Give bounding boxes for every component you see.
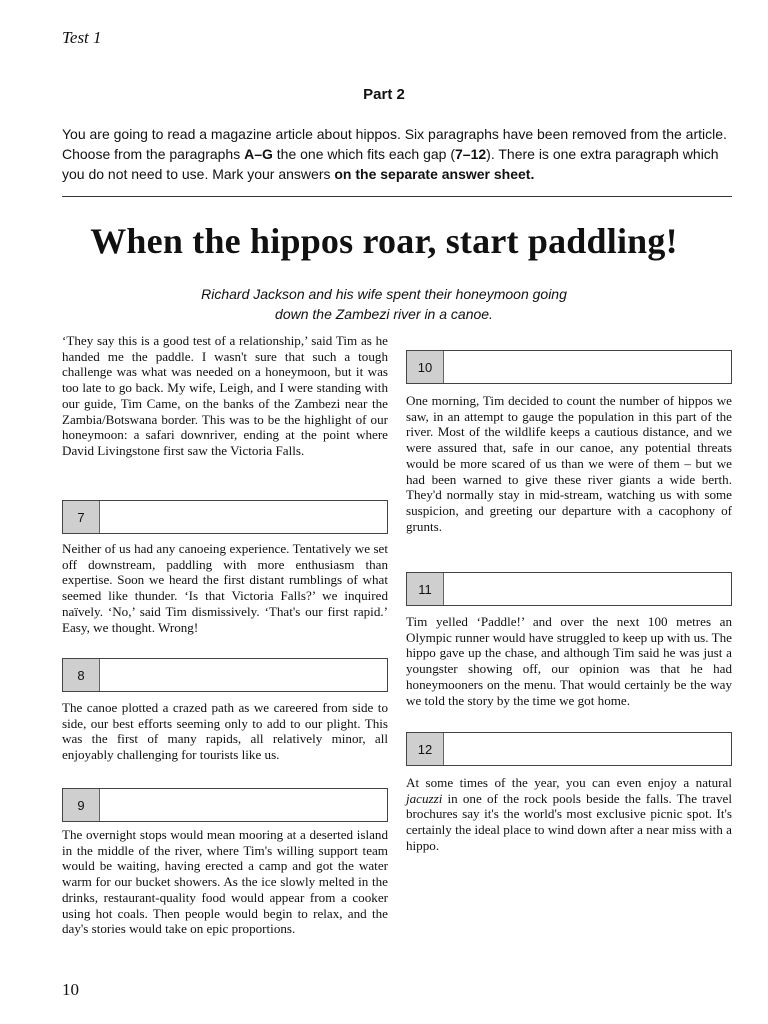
paragraph-2: Neither of us had any canoeing experience. Tentatively we set off downstream, paddling with more enthusiasm than expertise. Soon we heard the first distant rumblings of what seemed like thunder. ‘Is that Victoria Falls?’ we inquired naïvely. ‘No,’ said Tim dismissively. ‘That's our first rapid.’ Easy, we thought. Wrong! [62, 541, 388, 635]
subtitle-line-2: down the Zambezi river in a canoe. [275, 306, 493, 322]
article-title: When the hippos roar, start paddling! [90, 221, 678, 261]
gap-answer-area[interactable] [444, 573, 731, 605]
paragraph-1: ‘They say this is a good test of a relationship,’ said Tim as he handed me the paddle. I wasn't sure that such a tough challenge was what was needed on a honeymoon, but it was too late to go back. My wife, Leigh, and I were standing with our guide, Tim Came, on the banks of the Zambezi near the Zambia/Botswana border. This was to be the highlight of our honeymoon: a safari downriver, ending at the point where David Livingstone first saw the Victoria Falls. [62, 333, 388, 458]
subtitle-line-1: Richard Jackson and his wife spent their honeymoon going [201, 286, 567, 302]
divider [62, 196, 732, 197]
paragraph-5: One morning, Tim decided to count the number of hippos we saw, in an attempt to gauge the population in this part of the river. Most of the wildlife keeps a cautious distance, and we were assured that, safe in our canoe, any potential threats would be more scared of us than we were of them – but we had been warned to give these river giants a wide berth. They'd normally stay in mid-stream, watching us with some suspicion, and greeting our departure with a cacophony of grunts. [406, 393, 732, 534]
gap-answer-area[interactable] [100, 501, 387, 533]
gap-number: 7 [63, 501, 100, 533]
gap-answer-area[interactable] [100, 789, 387, 821]
paragraph-6: Tim yelled ‘Paddle!’ and over the next 100 metres an Olympic runner would have struggled to keep up with us. The hippo gave up the chase, and although Tim said he was just a youngster showing off, our opinion was that he had honeymooners on the menu. That would certainly be the way we told the story by the time we got home. [406, 614, 732, 708]
paragraph-7-text-a: At some times of the year, you can even enjoy a natural [406, 775, 732, 790]
test-label: Test 1 [62, 28, 102, 47]
instructions-text-1: You are going to read a magazine article about hippos. Six paragraphs have been removed from the article. Choose from the paragraphs [62, 126, 727, 162]
gap-10[interactable] [406, 350, 732, 384]
article-subtitle [0, 284, 768, 324]
gap-9[interactable] [62, 788, 388, 822]
gap-number: 10 [407, 351, 444, 383]
gap-12[interactable] [406, 732, 732, 766]
gap-11[interactable] [406, 572, 732, 606]
instructions-text-3: ). There is one extra paragraph which you do not need to use. Mark your answers [62, 146, 719, 182]
gap-number: 8 [63, 659, 100, 691]
paragraph-7-text-b: in one of the rock pools beside the falls. The travel brochures say it's the world's most exclusive picnic spot. It's certainly the ideal place to wind down after a near miss with a hippo. [406, 790, 732, 853]
part-title: Part 2 [363, 86, 405, 103]
gap-number: 11 [407, 573, 444, 605]
instructions-bold-paragraphs: A–G [244, 146, 273, 162]
instructions-bold-answer-sheet: on the separate answer sheet. [334, 166, 535, 182]
paragraph-7 [406, 775, 732, 854]
paragraph-3: The canoe plotted a crazed path as we careered from side to side, our best efforts seeming only to add to our plight. This was the first of many rapids, all relatively minor, all enjoyably challenging for tourists like us. [62, 700, 388, 763]
instructions [62, 124, 740, 184]
gap-answer-area[interactable] [444, 733, 731, 765]
page-number: 10 [62, 980, 79, 999]
gap-answer-area[interactable] [100, 659, 387, 691]
paragraph-4: The overnight stops would mean mooring at a deserted island in the middle of the river, where Tim's willing support team would be waiting, having erected a camp and got the water warm for our bucket showers. As the ice slowly melted in the drinks, restaurant-quality food would appear from a cooker using hot coals. Then people would begin to relax, and the day's stories would take on epic proportions. [62, 827, 388, 937]
gap-7[interactable] [62, 500, 388, 534]
gap-number: 9 [63, 789, 100, 821]
instructions-text-2: the one which fits each gap ( [272, 146, 456, 162]
instructions-bold-gaps: 7–12 [455, 146, 487, 162]
gap-answer-area[interactable] [444, 351, 731, 383]
paragraph-7-emphasis: jacuzzi [406, 790, 443, 806]
gap-number: 12 [407, 733, 444, 765]
gap-8[interactable] [62, 658, 388, 692]
